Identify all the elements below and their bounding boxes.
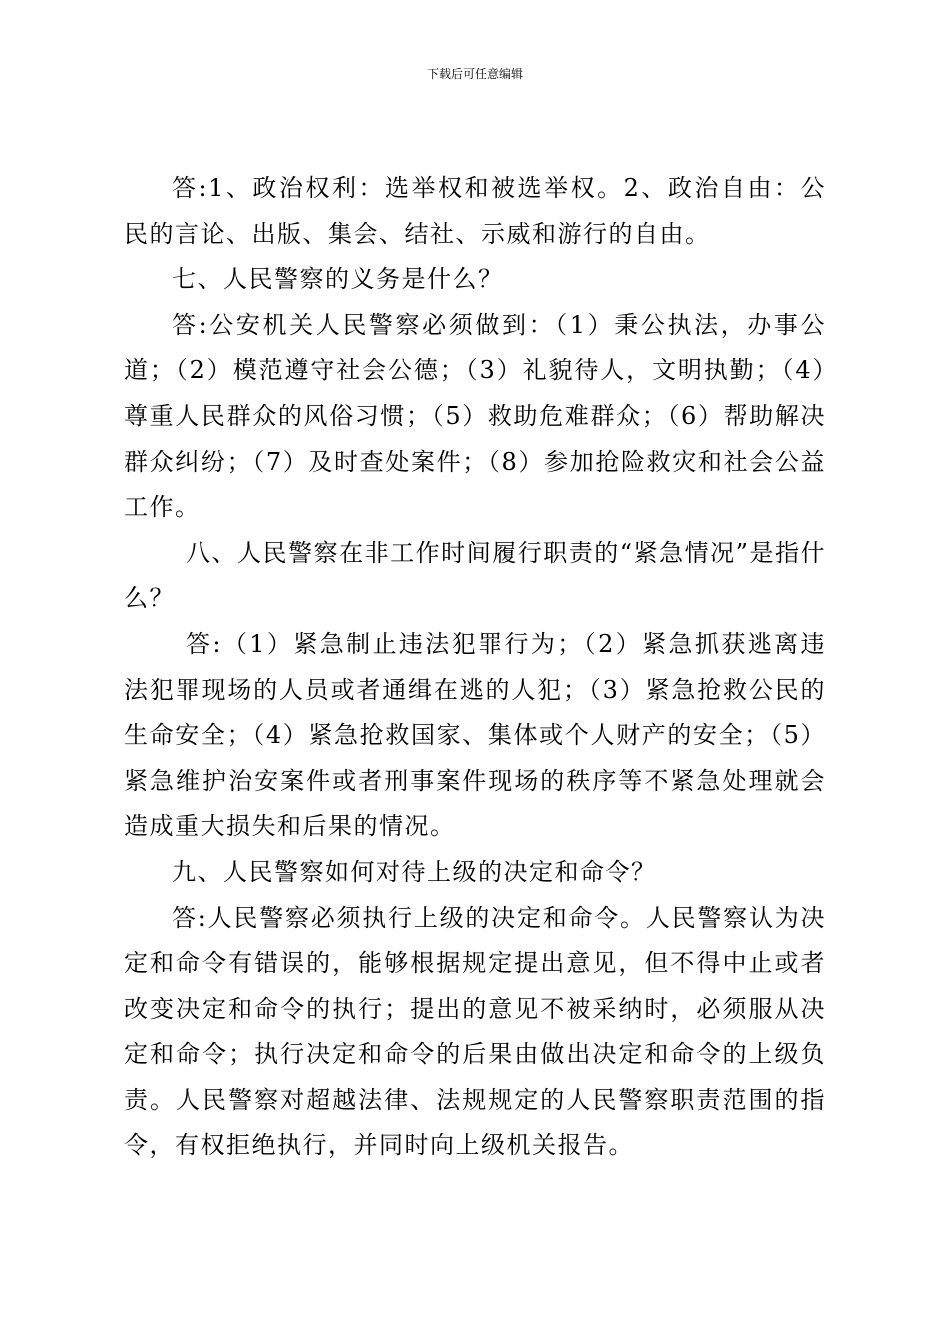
answer-superior-orders: 答:人民警察必须执行上级的决定和命令。人民警察认为决定和命令有错误的，能够根据规定提出意见，但不得中止或者改变决定和命令的执行；提出的意见不被采纳时，必须服从决定和命令；执行决定和命令的后果由做出决定和命令的上级负责。人民警察对超越法律、法规规定的人民警察职责范围的指令，有权拒绝执行，并同时向上级机关报告。 [124, 903, 826, 1160]
answer-political-rights: 答:1、政治权利：选举权和被选举权。2、政治自由：公民的言论、出版、集会、结社、示威和游行的自由。 [124, 174, 826, 248]
question-emergency-situations: 八、人民警察在非工作时间履行职责的“紧急情况”是指什么？ [124, 538, 826, 613]
answer-police-duties: 答:公安机关人民警察必须做到：（1）秉公执法，办事公道；（2）模范遵守社会公德；（3）礼貌待人，文明执勤；（4）尊重人民群众的风俗习惯；（5）救助危难群众；（6）帮助解决群众纠纷；（7）及时查处案件；（8）参加抢险救灾和社会公益工作。 [124, 310, 826, 522]
answer-emergency-situations: 答:（1）紧急制止违法犯罪行为；（2）紧急抓获逃离违法犯罪现场的人员或者通缉在逃的人犯；（3）紧急抢救公民的生命安全；（4）紧急抢救国家、集体或个人财产的安全；（5）紧急维护治安案件或者刑事案件现场的秩序等不紧急处理就会造成重大损失和后果的情况。 [124, 629, 826, 841]
question-police-duties: 七、人民警察的义务是什么？ [172, 265, 504, 294]
question-superior-orders: 九、人民警察如何对待上级的决定和命令？ [172, 857, 657, 886]
document-body [124, 166, 826, 1169]
page-header: 下载后可任意编辑 [426, 67, 523, 81]
